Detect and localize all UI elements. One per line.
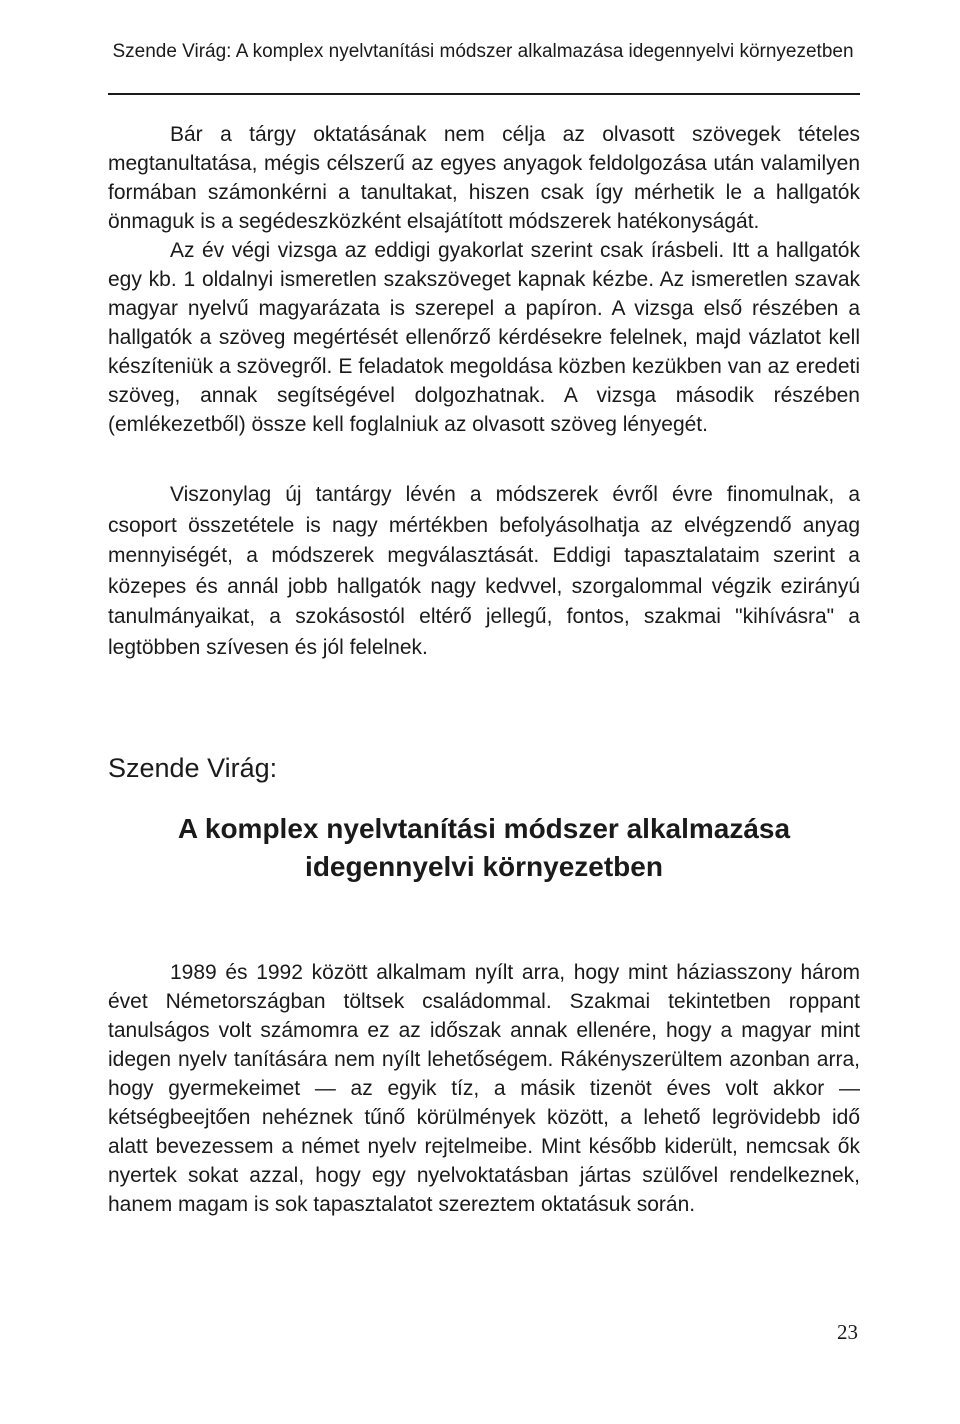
article-title-line: A komplex nyelvtanítási módszer alkalmazása (177, 813, 791, 844)
running-header: Szende Virág: A komplex nyelvtanítási módszer alkalmazása idegennyelvi környezetben (112, 41, 854, 62)
paragraph: Az év végi vizsga az eddigi gyakorlat szerint csak írásbeli. Itt a hallgatók egy kb. 1 oldalnyi ismeretlen szakszöveget kapnak kézbe. Az ismeretlen szavak magyar nyelvű magyarázata is szerepel a papíron. A vizsga első részében a hallgatók a szöveg megértését ellenőrző kérdésekre felelnek, majd vázlatot kell készíteniük a szövegről. E feladatok megoldása közben kezükben van az eredeti szöveg, annak segítségével dolgozhatnak. A vizsga második részében (emlékezetből) össze kell foglalniuk az olvasott szöveg lényegét. (108, 239, 860, 436)
paragraph: Bár a tárgy oktatásának nem célja az olvasott szövegek tételes megtanultatása, mégis célszerű az egyes anyagok feldolgozása után valamilyen formában számonkérni a tanultakat, hiszen csak így mérhetik le a hallgatók önmaguk is a segédeszközként elsajátított módszerek hatékonyságát. (108, 123, 860, 233)
header-rule (108, 93, 860, 95)
article-title-line: idegennyelvi környezetben (305, 851, 663, 882)
paragraph: 1989 és 1992 között alkalmam nyílt arra, hogy mint háziasszony három évet Németországban töltsek családommal. Szakmai tekintetben roppant tanulságos volt számomra ez az időszak annak ellenére, hogy a magyar mint idegen nyelv tanítására nem nyílt lehetőségem. Rákényszerültem azonban arra, hogy gyermekeimet — az egyik tíz, a másik tizenöt éves volt akkor — kétségbeejtően nehéznek tűnő körülmények között, a lehető legrövidebb idő alatt bevezessem a német nyelv rejtelmeibe. Mint később kiderült, nemcsak ők nyertek sokat azzal, hogy egy nyelvoktatásban jártas szülővel rendelkeznek, hanem magam is sok tapasztalatot szereztem oktatásuk során. (108, 961, 860, 1216)
paragraph: Viszonylag új tantárgy lévén a módszerek évről évre finomulnak, a csoport összetétele is nagy mértékben befolyásolhatja az elvégzendő anyag mennyiségét, a módszerek megválasztását. Eddigi tapasztalataim szerint a közepes és annál jobb hallgatók nagy kedvvel, szorgalommal végzik ezirányú tanulmányaikat, a szokásostól eltérő jellegű, fontos, szakmai "kihívásra" a legtöbben szívesen és jól felelnek. (108, 483, 860, 659)
article-author: Szende Virág: (108, 753, 278, 783)
article-title (108, 810, 860, 886)
body-text-top-part1 (108, 120, 860, 439)
article-body (108, 958, 860, 1219)
page-number: 23 (837, 1320, 858, 1344)
body-text-top-part2 (108, 480, 860, 663)
